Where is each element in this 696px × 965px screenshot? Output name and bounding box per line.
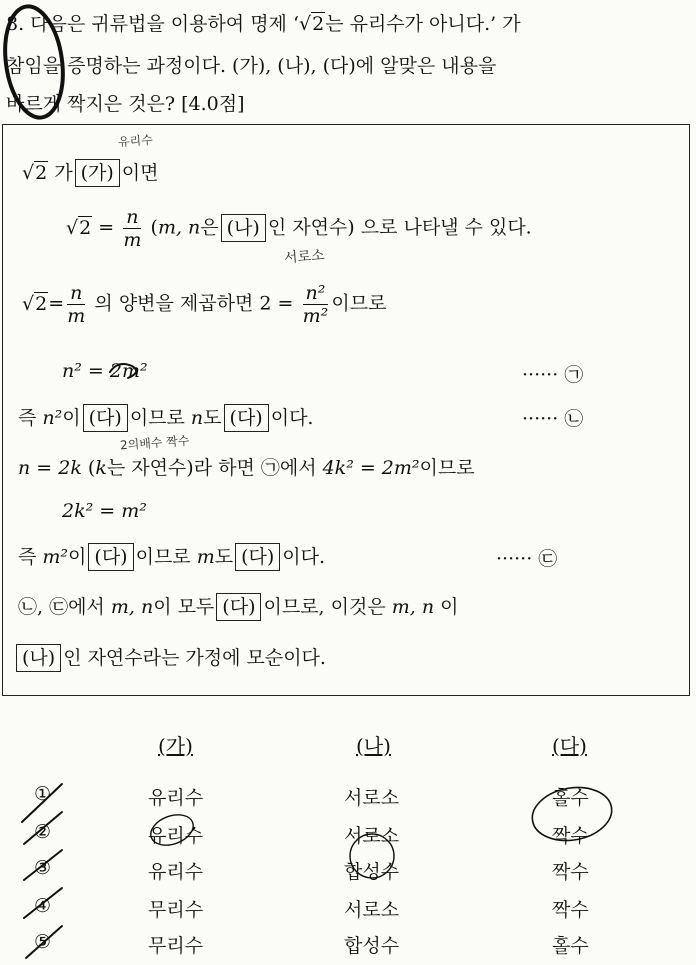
proof-line-5: 즉 n²이 (다) 이므로 n도 (다) 이다. — [18, 403, 313, 432]
proof-line-6: n = 2k (k는 자연수)라 하면 ㉠에서 4k² = 2m²이므로 — [18, 457, 475, 479]
choice-2-na: 서로소 — [344, 825, 400, 847]
question-line-2: 참임을 증명하는 과정이다. (가), (나), (다)에 알맞은 내용을 — [6, 55, 497, 77]
proof-line-9: ㉡, ㉢에서 m, n이 모두 (다) 이므로, 이것은 m, n 이 — [18, 592, 459, 621]
blank-na: (나) — [221, 214, 266, 242]
choice-4-na: 서로소 — [344, 899, 400, 921]
question-circle-mark — [0, 3, 70, 122]
strike-choice-3 — [24, 850, 62, 880]
strike-choice-2 — [24, 812, 62, 844]
handwriting-above-ga: 유리수 — [117, 132, 154, 150]
choice-1-ga: 유리수 — [148, 787, 204, 809]
proof-line-1: √2 가 (가) 이면 — [22, 158, 159, 187]
choice-5-number[interactable]: ⑤ — [34, 931, 52, 953]
proof-line-10: (나) 인 자연수라는 가정에 모순이다. — [14, 643, 326, 672]
circle-choice-2-ga — [147, 809, 198, 850]
choice-4-ga: 무리수 — [148, 899, 204, 921]
choice-4-number[interactable]: ④ — [34, 895, 52, 917]
choice-3-ga: 유리수 — [148, 861, 204, 883]
choice-3-na: 합성수 — [344, 861, 400, 883]
question-line-1: 8. 다음은 귀류법을 이용하여 명제 ‘√2는 유리수가 아니다.’ 가 — [6, 10, 521, 39]
circle-choice-2-da — [528, 781, 616, 846]
strike-choice-4 — [24, 888, 62, 918]
choice-5-na: 합성수 — [344, 935, 400, 957]
proof-line-3: √2= $\frac{n}{m}$ 의 양변을 제곱하면 2 = $\frac{\text{n²}}{\text{m²}}$ 이므로 — [22, 282, 387, 327]
question-number: 8. — [6, 13, 25, 35]
proof-line-4: n² = 2m² — [62, 360, 148, 382]
choice-2-number[interactable]: ② — [34, 821, 52, 843]
tag-3: ······ ㉢ — [496, 548, 558, 570]
choice-1-number[interactable]: ① — [34, 783, 52, 805]
header-na: (나) — [356, 734, 391, 758]
choice-2-ga: 유리수 — [148, 825, 204, 847]
choice-1-na: 서로소 — [344, 787, 400, 809]
header-ga: (가) — [158, 734, 193, 758]
circle-choice-3-na — [350, 834, 394, 878]
proof-line-8: 즉 m²이 (다) 이므로 m도 (다) 이다. — [18, 542, 325, 571]
choice-3-number[interactable]: ③ — [34, 857, 52, 879]
header-da: (다) — [552, 734, 587, 758]
blank-ga: (가) — [75, 159, 120, 187]
choice-4-da: 짝수 — [552, 899, 589, 921]
handwriting-below-da: 2의배수 짝수 — [119, 433, 190, 453]
scribble-mark — [110, 364, 136, 378]
choice-5-da: 홀수 — [552, 935, 589, 957]
choice-5-ga: 무리수 — [148, 935, 204, 957]
handwriting-below-na: 서로소 — [283, 247, 326, 267]
choice-2-da: 짝수 — [552, 825, 589, 847]
choice-3-da: 짝수 — [552, 861, 589, 883]
tag-2: ······ ㉡ — [522, 408, 584, 430]
sqrt-2: √2 — [299, 13, 325, 35]
choice-1-da: 홀수 — [552, 787, 589, 809]
proof-line-7: 2k² = m² — [62, 500, 147, 522]
question-line-3: 바르게 짝지은 것은? [4.0점] — [6, 93, 245, 115]
proof-line-2: √2 = $\frac{n}{m}$ (m, n은 (나) 인 자연수) 으로 나타낼 수 있다. — [66, 206, 532, 251]
tag-1: ······ ㉠ — [522, 364, 584, 386]
strike-choice-5 — [26, 926, 62, 958]
